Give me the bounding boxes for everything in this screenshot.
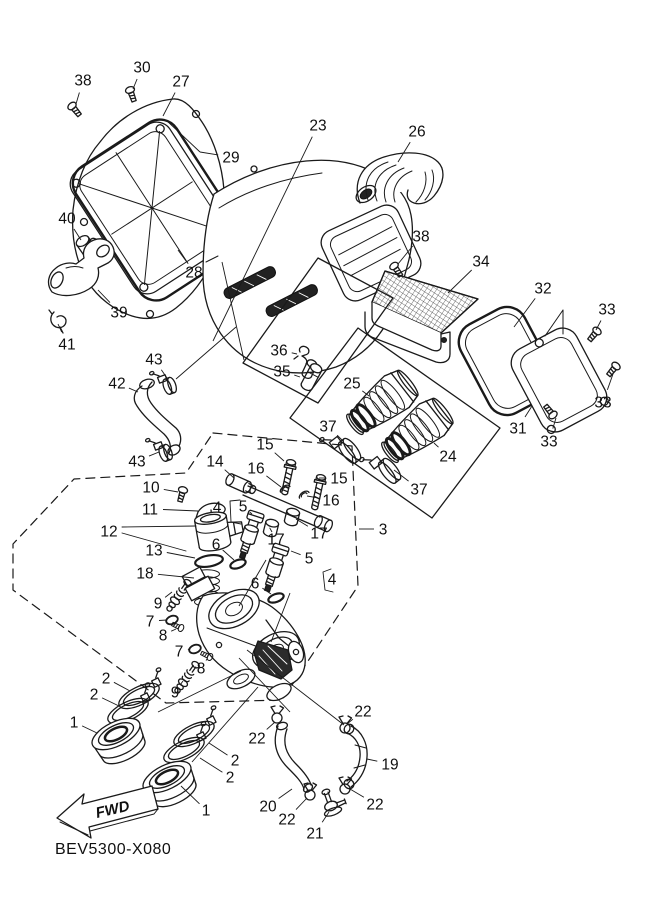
callout-6: 6 [250, 575, 260, 593]
callout-41: 41 [58, 336, 76, 354]
callout-1: 1 [201, 802, 211, 820]
leader-line [514, 298, 535, 327]
callout-16: 16 [247, 460, 265, 478]
callout-7: 7 [174, 643, 184, 661]
hose-clamp-22 [271, 706, 284, 723]
callout-23: 23 [309, 117, 327, 135]
throttle-body-group-box [13, 433, 358, 703]
callout-2: 2 [101, 670, 111, 688]
fwd-label: FWD [94, 797, 132, 822]
callout-32: 32 [534, 280, 552, 298]
hose-clip-41 [49, 310, 66, 333]
leader-line [223, 550, 234, 560]
callout-17: 17 [310, 525, 328, 543]
callout-2: 2 [230, 752, 240, 770]
leader-line [206, 659, 207, 661]
leader-line [82, 726, 97, 733]
fuel-injector-5 [259, 543, 289, 594]
hose-clamp-43 [149, 365, 178, 398]
leader-line [296, 798, 307, 810]
callout-22: 22 [366, 796, 384, 814]
callout-6: 6 [211, 536, 221, 554]
side-cover [506, 310, 622, 438]
leader-line [209, 743, 228, 755]
check-valve-21 [317, 784, 349, 818]
callout-43: 43 [145, 351, 163, 369]
callout-16: 16 [322, 492, 340, 510]
washer-16 [298, 489, 309, 498]
leader-line [322, 812, 329, 822]
throttle-body [179, 566, 306, 704]
callout-27: 27 [172, 73, 190, 91]
callout-38: 38 [412, 228, 430, 246]
leader-line [167, 553, 195, 559]
callout-22: 22 [248, 730, 266, 748]
leader-line [180, 681, 183, 685]
callout-9: 9 [170, 684, 180, 702]
callout-2: 2 [89, 686, 99, 704]
rail-bolt-15 [279, 459, 298, 496]
callout-39: 39 [110, 304, 128, 322]
cover-screw [605, 361, 622, 379]
leader-line [350, 789, 364, 797]
callout-22: 22 [354, 703, 372, 721]
callout-1: 1 [69, 714, 79, 732]
callout-25: 25 [343, 375, 361, 393]
leader-line [161, 370, 167, 378]
callout-8: 8 [158, 627, 168, 645]
callout-21: 21 [306, 825, 324, 843]
leader-line [266, 476, 281, 487]
callout-34: 34 [472, 253, 490, 271]
callout-14: 14 [206, 453, 224, 471]
callout-30: 30 [133, 59, 151, 77]
callout-35: 35 [273, 363, 291, 381]
leader-line [275, 453, 284, 461]
callout-15: 15 [330, 470, 348, 488]
callout-24: 24 [439, 448, 457, 466]
injector-oring-6 [229, 558, 247, 571]
callout-26: 26 [408, 123, 426, 141]
cover-screw-30 [125, 85, 139, 102]
callout-4: 4 [212, 499, 222, 517]
callout-10: 10 [142, 479, 160, 497]
callout-3: 3 [378, 521, 388, 539]
leader-line [149, 452, 159, 456]
leader-line [434, 443, 439, 447]
callout-18: 18 [136, 565, 154, 583]
leader-line [163, 510, 198, 512]
callout-4: 4 [327, 571, 337, 589]
callout-7: 7 [145, 613, 155, 631]
callout-12: 12 [100, 523, 118, 541]
leader-line [114, 682, 130, 691]
callout-5: 5 [238, 498, 248, 516]
spacer-17 [284, 507, 301, 527]
leader-line [367, 759, 377, 761]
leader-line [164, 489, 178, 492]
leader-line [291, 551, 301, 555]
callout-5: 5 [304, 550, 314, 568]
callout-37: 37 [410, 481, 428, 499]
leader-line [171, 629, 176, 631]
leader-line [294, 375, 300, 377]
locator-line [176, 327, 236, 379]
leader-line [159, 620, 167, 621]
callout-38: 38 [74, 72, 92, 90]
leader-line [133, 79, 137, 89]
callout-9: 9 [153, 595, 163, 613]
leader-line [181, 786, 200, 804]
leader-line [448, 270, 472, 293]
callout-36: 36 [270, 342, 288, 360]
cover-screw [586, 326, 603, 344]
callout-29: 29 [222, 149, 240, 167]
callout-33: 33 [594, 394, 612, 412]
callout-20: 20 [259, 798, 277, 816]
leader-line [102, 698, 119, 706]
breather-hose [134, 377, 182, 457]
leader-line [200, 758, 222, 772]
callout-19: 19 [381, 756, 399, 774]
callout-15: 15 [256, 436, 274, 454]
callout-33: 33 [540, 433, 558, 451]
callout-17: 17 [267, 531, 285, 549]
joint-clamp-2 [112, 667, 171, 714]
fwd-arrow [57, 786, 158, 838]
callout-28: 28 [185, 264, 203, 282]
fuel-injector-5 [234, 510, 264, 561]
callout-11: 11 [141, 501, 159, 519]
oring-7 [188, 643, 202, 655]
intake-joint-1 [87, 712, 151, 771]
oring-13 [194, 553, 223, 569]
callout-13: 13 [145, 542, 163, 560]
callout-40: 40 [58, 210, 76, 228]
callout-8: 8 [196, 660, 206, 678]
callout-33: 33 [598, 301, 616, 319]
callout-37: 37 [319, 418, 337, 436]
callout-43: 43 [128, 453, 146, 471]
screw-10 [175, 486, 188, 503]
leader-line [165, 592, 172, 597]
leader-line [267, 722, 275, 729]
callout-22: 22 [278, 811, 296, 829]
diagram-code: BEV5300-X080 [55, 841, 172, 858]
callout-42: 42 [108, 375, 126, 393]
cover-screw-38 [66, 101, 83, 119]
leader-line [279, 789, 292, 799]
leader-line [76, 93, 79, 105]
callout-2: 2 [225, 769, 235, 787]
callout-31: 31 [509, 420, 527, 438]
